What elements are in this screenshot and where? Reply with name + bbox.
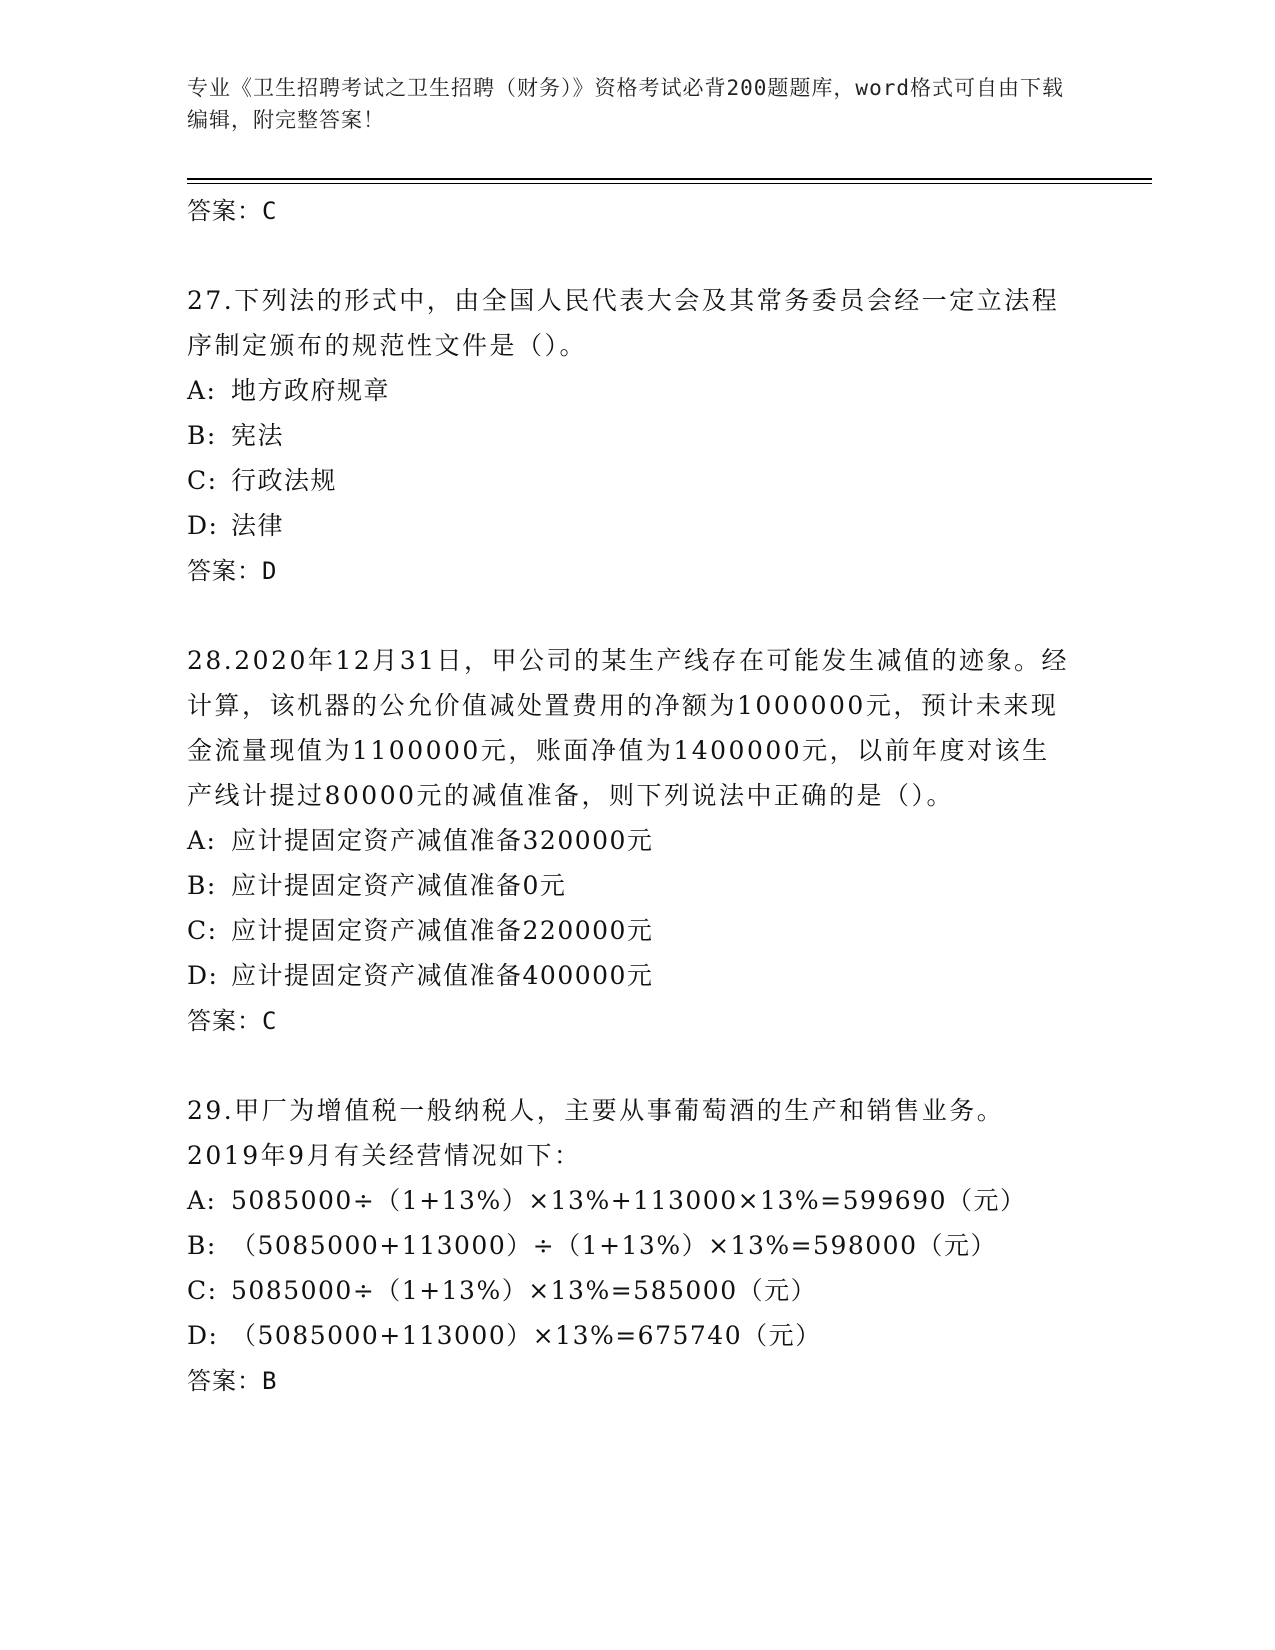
option-letter: C: [187, 466, 218, 495]
question-stem: 28.2020年12月31日，甲公司的某生产线存在可能发生减值的迹象。经计算，该机器的公允价值减处置费用的净额为1000000元，预计未来现金流量现值为1100000元，账面净值为1400000元，以前年度对该生产线计提过80000元的减值准备，则下列说法中正确的是（）。 [187, 646, 1070, 810]
document-body [187, 188, 1077, 1404]
option-text: 应计提固定资产减值准备0元 [231, 871, 567, 900]
option-letter: D: [187, 1321, 219, 1350]
option-letter: B: [187, 871, 217, 900]
option-d [187, 503, 1077, 548]
option-text: 地方政府规章 [231, 376, 391, 405]
header-divider-thick [187, 178, 1152, 180]
option-text: 应计提固定资产减值准备220000元 [231, 916, 654, 945]
option-text: 应计提固定资产减值准备400000元 [231, 961, 654, 990]
option-a [187, 368, 1077, 413]
question-stem: 29.甲厂为增值税一般纳税人，主要从事葡萄酒的生产和销售业务。2019年9月有关经营情况如下： [187, 1096, 1005, 1170]
option-letter: A: [187, 826, 217, 855]
option-letter: D: [187, 511, 219, 540]
header-text: 专业《卫生招聘考试之卫生招聘（财务）》资格考试必背200题题库，word格式可自由下载编辑，附完整答案！ [187, 76, 1064, 132]
question-stem: 27.下列法的形式中，由全国人民代表大会及其常务委员会经一定立法程序制定颁布的规范性文件是（）。 [187, 286, 1060, 360]
option-text: （5085000+113000）×13%=675740（元） [231, 1321, 822, 1350]
option-c [187, 458, 1077, 503]
option-c [187, 1268, 1077, 1313]
option-text: 法律 [231, 511, 285, 540]
option-d [187, 953, 1077, 998]
question-answer: 答案：C [187, 1007, 278, 1035]
question-answer: 答案：D [187, 557, 278, 585]
question-29 [187, 1088, 1077, 1404]
option-b [187, 863, 1077, 908]
option-a [187, 1178, 1077, 1223]
option-letter: C: [187, 1276, 218, 1305]
header-divider-thin [187, 183, 1152, 184]
document-header [187, 72, 1077, 136]
option-b [187, 413, 1077, 458]
option-text: 5085000÷（1+13%）×13%+113000×13%=599690（元） [231, 1186, 1027, 1215]
option-letter: C: [187, 916, 218, 945]
question-28 [187, 638, 1077, 1044]
question-27 [187, 278, 1077, 594]
option-text: 宪法 [231, 421, 285, 450]
previous-answer: 答案：C [187, 197, 278, 225]
option-b [187, 1223, 1077, 1268]
option-letter: B: [187, 1231, 217, 1260]
question-answer: 答案：B [187, 1367, 278, 1395]
option-text: 应计提固定资产减值准备320000元 [231, 826, 654, 855]
option-letter: B: [187, 421, 217, 450]
option-letter: A: [187, 376, 217, 405]
option-text: （5085000+113000）÷（1+13%）×13%=598000（元） [231, 1231, 997, 1260]
option-letter: A: [187, 1186, 217, 1215]
option-d [187, 1313, 1077, 1358]
option-c [187, 908, 1077, 953]
option-letter: D: [187, 961, 219, 990]
option-text: 5085000÷（1+13%）×13%=585000（元） [231, 1276, 818, 1305]
option-text: 行政法规 [231, 466, 338, 495]
option-a [187, 818, 1077, 863]
